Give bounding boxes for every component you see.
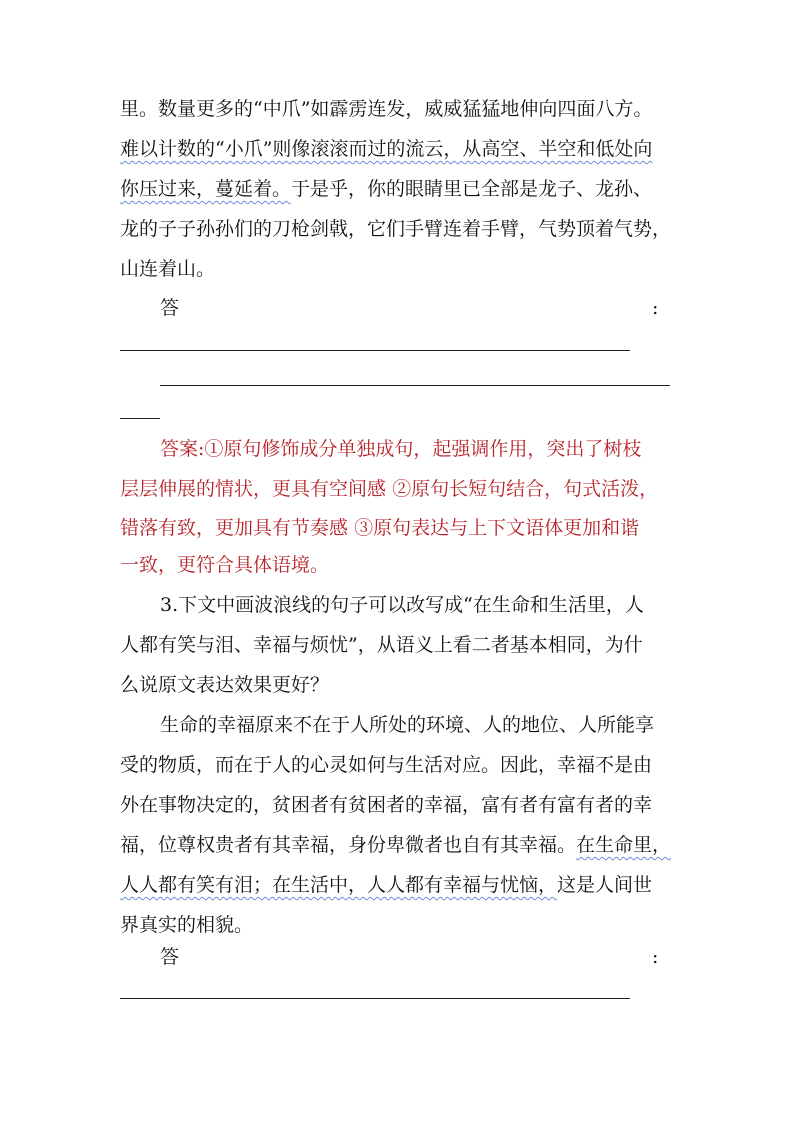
answer-key-text: ②原句长短句结合，句式活泼， — [392, 478, 659, 500]
answer-line[interactable] — [120, 998, 630, 999]
answer-key-label: 答案: — [160, 438, 205, 460]
passage2-text: 这是人间世 — [557, 874, 653, 896]
passage1-line3 — [120, 176, 652, 202]
passage2-line5 — [120, 872, 652, 898]
passage2-line1: 生命的幸福原来不在于人所处的环境、人的地位、人所能享 — [160, 714, 655, 736]
passage2-line4 — [120, 832, 671, 858]
passage1-line4: 龙的子子孙孙们的刀枪剑戟，它们手臂连着手臂，气势顶着气势， — [120, 218, 672, 240]
answer-line-end[interactable] — [120, 418, 160, 419]
answer-key-text: ①原句修饰成分单独成句，起强调作用，突出了树枝 — [204, 438, 642, 460]
passage2-line3: 外在事物决定的，贫困者有贫困者的幸福，富有者有富有者的幸 — [120, 794, 653, 816]
passage1-line3-rest: 于是乎，你的眼睛里已全部是龙子、龙孙、 — [291, 178, 653, 200]
answer-prompt-colon: : — [652, 297, 659, 319]
answer-key-text: ③原句表达与上下文语体更加和谐 — [354, 517, 640, 539]
answer-key-line3 — [120, 515, 639, 541]
passage2-text: 福，位尊权贵者有其幸福，身份卑微者也自有其幸福。 — [120, 834, 577, 856]
answer-line[interactable] — [120, 350, 630, 351]
passage1-line5: 山连着山。 — [120, 258, 216, 280]
answer-key-line1 — [160, 436, 641, 462]
answer-key-line4: 一致，更符合具体语境。 — [120, 554, 330, 576]
answer-prompt-colon: : — [652, 946, 659, 968]
question3-line2: 人都有笑与泪、幸福与烦忧”，从语义上看二者基本相同，为什 — [120, 634, 643, 656]
wavy-underlined-text: 人人都有笑有泪；在生活中，人人都有幸福与忧恼， — [120, 874, 558, 896]
wavy-underlined-text: 难以计数的“小爪”则像滚滚而过的流云，从高空、半空和低处向 — [120, 138, 653, 160]
answer-key-text: 错落有致，更加具有节奏感 — [120, 517, 349, 539]
passage2-line6: 界真实的相貌。 — [120, 914, 254, 936]
passage1-line2 — [120, 136, 652, 162]
passage1-line1: 里。数量更多的“中爪”如霹雳连发，威威猛猛地伸向四面八方。 — [120, 98, 653, 120]
question3-line3: 么说原文表达效果更好？ — [120, 674, 330, 696]
answer-prompt-label: 答 — [160, 297, 180, 319]
answer-key-text: 层层伸展的情状，更具有空间感 — [120, 478, 387, 500]
answer-prompt-label: 答 — [160, 946, 180, 968]
answer-key-line2 — [120, 476, 658, 502]
answer-line[interactable] — [160, 385, 670, 386]
wavy-underlined-text: 你压过来，蔓延着。 — [120, 178, 292, 200]
passage2-line2: 受的物质，而在于人的心灵如何与生活对应。因此，幸福不是由 — [120, 754, 653, 776]
question3-line1: 3.下文中画波浪线的句子可以改写成“在生命和生活里，人 — [160, 594, 644, 616]
wavy-underlined-text: 在生命里， — [576, 834, 672, 856]
